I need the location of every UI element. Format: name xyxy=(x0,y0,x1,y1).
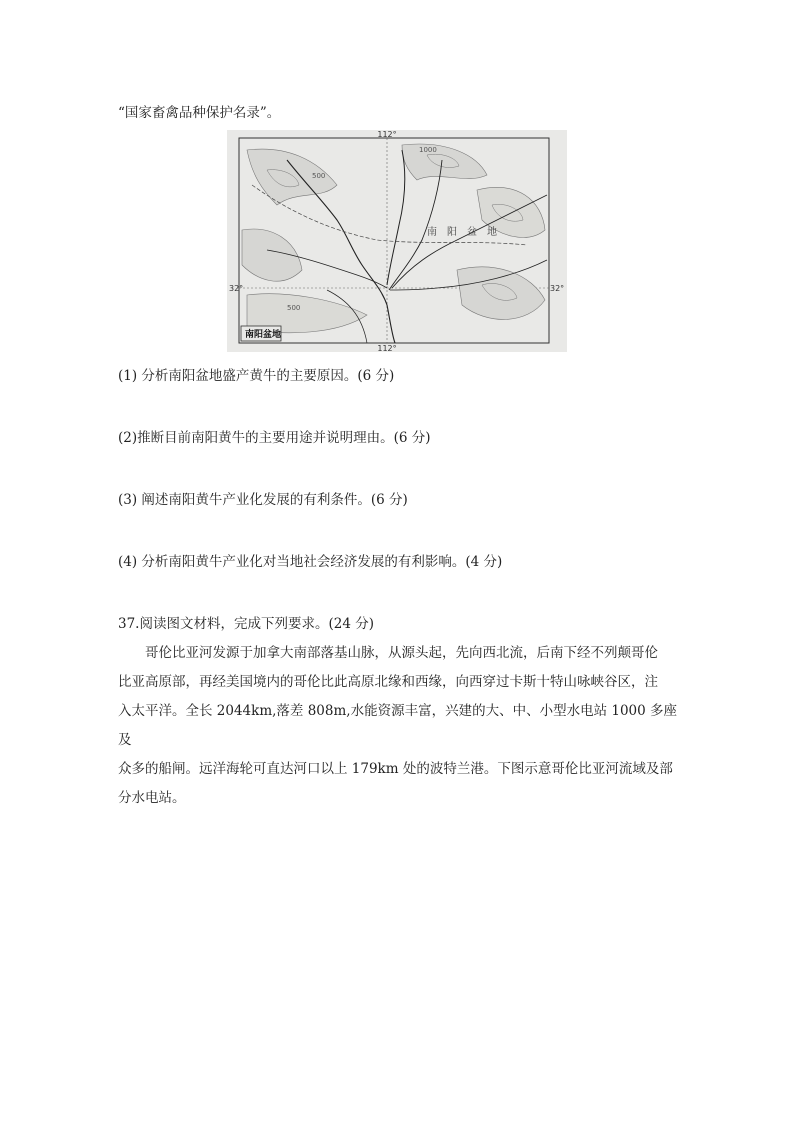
contour-area xyxy=(457,267,545,320)
map-title: 南阳盆地 xyxy=(245,330,282,340)
river xyxy=(387,150,405,285)
contour-area xyxy=(402,144,487,180)
nanyang-basin-map xyxy=(227,130,567,352)
material-line: 比亚高原部，再经美国境内的哥伦比此高原北缘和西缘，向西穿过卡斯十特山咏峡谷区，注 xyxy=(118,674,658,690)
question-1: (1) 分析南阳盆地盛产黄牛的主要原因。(6 分) xyxy=(118,368,395,384)
question-3: (3) 阐述南阳黄牛产业化发展的有利条件。(6 分) xyxy=(118,492,408,508)
material-line: 众多的船闸。远洋海轮可直达河口以上 179km 处的波特兰港。下图示意哥伦比亚河流域及部 xyxy=(118,761,673,777)
q37-heading: 37.阅读图文材料，完成下列要求。(24 分) xyxy=(118,616,374,632)
basin-region-label: 南 阳 盆 地 xyxy=(427,227,497,238)
q37-material xyxy=(118,639,678,813)
river xyxy=(389,160,442,290)
elevation-label: 500 xyxy=(287,304,301,312)
lon-label-bottom: 112° xyxy=(377,344,397,352)
lat-label-right: 32° xyxy=(550,284,565,293)
elevation-label: 500 xyxy=(312,172,326,180)
intro-line: “国家畜禽品种保护名录”。 xyxy=(118,105,281,121)
material-line: 分水电站。 xyxy=(118,790,186,806)
material-line: 哥伦比亚河发源于加拿大南部落基山脉，从源头起，先向西北流，后南下经不列颠哥伦 xyxy=(145,645,658,661)
question-2: (2)推断目前南阳黄牛的主要用途并说明理由。(6 分) xyxy=(118,430,431,446)
lon-label-top: 112° xyxy=(377,130,397,139)
question-4: (4) 分析南阳黄牛产业化对当地社会经济发展的有利影响。(4 分) xyxy=(118,554,503,570)
lat-label-left: 32° xyxy=(229,284,244,293)
map-figure xyxy=(227,130,567,352)
elevation-label: 1000 xyxy=(419,146,437,154)
material-line: 入太平洋。全长 2044km,落差 808m,水能资源丰富，兴建的大、中、小型水电站 1000 多座及 xyxy=(118,703,678,748)
